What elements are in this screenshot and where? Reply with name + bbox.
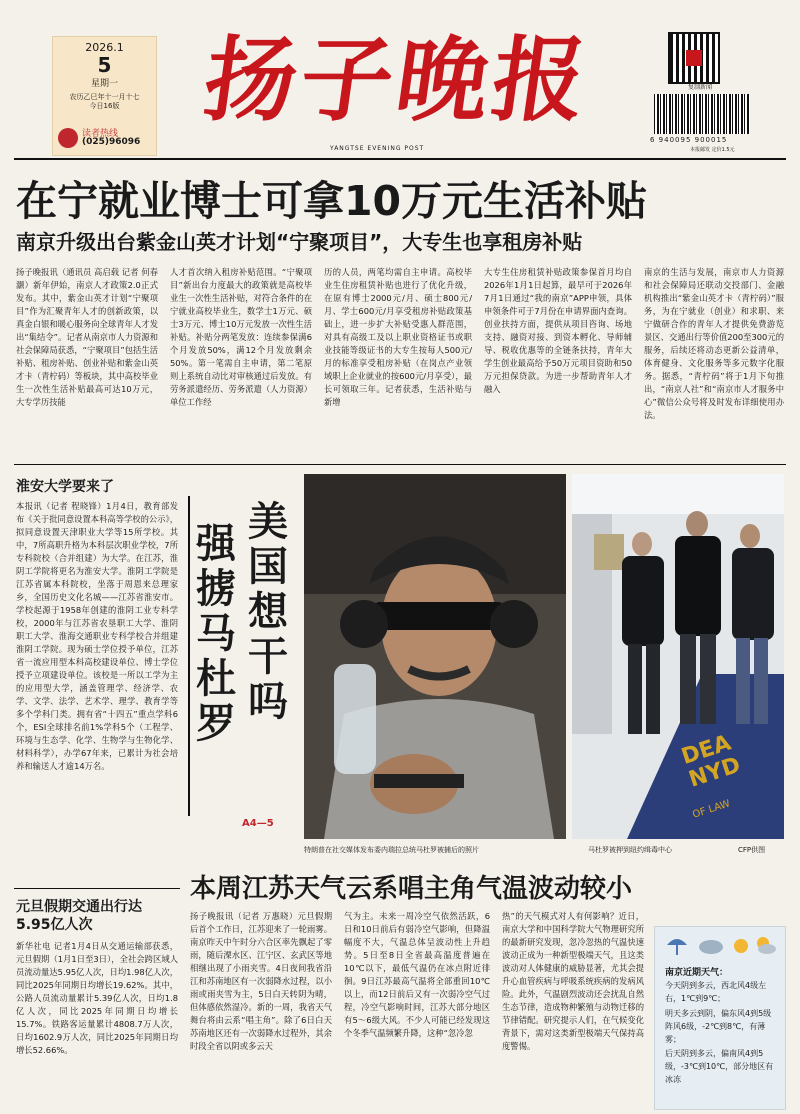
sidebar-bottom-body: 新华社电 记者1月4日从交通运输部获悉，元旦假期（1月1日至3日），全社会跨区域人员流动量达5.95亿人次，日均1.98亿人次，同比2025年同期日均增长19.62%。其中，公路人员流动量累计5.39亿人次，日均1.8亿人次，同比2025年同期日均增长15.7%。铁路客运量累计4808.7万人次，日均1602.9万人次，同比2025年同期日均增长52.66%。 [16,941,178,1055]
lead-column-2: 人才首次纳入租房补贴范围。“宁聚项目”新出台力度最大的政策就是高校毕业生一次性生活补贴，对符合条件的在宁就业高校毕业生，数学士1万元、硕士3万元、博士10万元发放一次性生活补贴。补贴分两笔发放：连续参保满6个月发放50%，满12个月发放剩余50%。第一笔需自主申请，第二笔原则上系统自动比对审核通过后发放。有劳务派遣经历、劳务派遣（人力资源）单位工作经 [170,267,312,407]
barcode-number: 6 940095 900015 [650,136,728,144]
sidebar-bottom-headline: 元旦假期交通出行达5.95亿人次 [16,899,142,933]
hotline-number: (025)96096 [82,137,141,147]
escort-photo-illustration [572,474,784,839]
forecast-day-3: 后天阴到多云，偏南风4到5级，-3℃到10℃，部分地区有冰冻 [665,1049,774,1084]
dea-floor-text: OF LAW [691,798,732,821]
qr-code-icon [668,32,720,84]
feature-title-right: 美国想干吗 [248,499,288,725]
weather-icons [663,933,777,959]
reader-hotline [58,126,150,150]
weather-headline: 本周江苏天气云系唱主角气温波动较小 [190,874,633,904]
lead-column-1: 扬子晚报讯（通讯员 高启载 记者 何春灏）新年伊始，南京人才政策2.0正式发布。其中，紫金山英才计划“宁聚项目”作为汇聚青年人才的创新政策，以真金白银和暖心服务向全球青年人才发出“集结令”。记者从南京市人力资源和社会保障局获悉，“宁聚项目”包括生活补贴、租房补贴、创业补贴和紫金山英才卡（青柠码）等板块，其中高校毕业生一次性生活补贴最高可达10万元，大专学历技能 [16,267,158,407]
sun-cloud-icon [757,937,776,954]
dea-floor-logo: DEA NYD [678,730,744,793]
lead-column-4: 大专生住房租赁补贴政策参保首月均自2026年1月1日起算，最早可于2026年7月1日通过“我的南京”APP申领，具体申领条件可于7月份在申请界面内查询。创业扶持方面，提供从项目咨询、场地支持、融资对接、到资本孵化、导师辅导、税收优惠等的全链条扶持，青年大学生创业最高给予50万元项目资助和50万元担保贷款。为进一步帮助青年人才融入 [484,267,632,394]
page-count: 今日16版 [89,102,120,110]
qr-code-label: 复制新闻 [688,84,713,91]
sun-icon [734,939,748,953]
date-day: 5 [97,53,112,77]
caption-right: 马杜罗被押到纽约缉毒中心 [588,846,672,854]
lead-column-5: 南京的生活与发展，南京市人力资源和社会保障局还联动交投部门、金融机构推出“紫金山英才卡（青柠码）”服务，为在宁就业（创业）和求职、来宁做研合作的青年人才提供免费游览景区、交通出行等价值200至300元的服务，后续还将动态更新公益清单，体育健身、文化服务等多元数字化服务。据悉，“青柠码”将于1月下旬推出，“南京人社”和“南京市人才服务中心”微信公众号将及时发布详细使用办法。 [644,267,784,420]
feature-title [190,500,294,810]
lead-divider [14,464,786,465]
masthead-rule [14,158,786,160]
date-lunar: 农历乙巳年十一月十七 [69,93,140,101]
feature-title-left: 强掳马杜罗 [196,521,236,747]
weather-icons-svg [663,933,777,959]
forecast-day-2: 明天多云到阴，偏东风4到5级阵风6级，-2℃到8℃，有薄雾； [665,1009,772,1044]
barcode-note: 本报邮发 定价1.5元 [690,147,735,153]
forecast-title: 南京近期天气： [665,968,729,978]
date-year-month: 2026.1 [85,41,124,54]
hotline-label: 读者热线 [82,129,119,139]
weather-column-3: 热”的天气模式对人有何影响？近日，南京大学和中国科学院大气物理研究所的最新研究发现，忽冷忽热的气温快速波动正成为一种新型极端天气，且这类波动对人体健康的威胁显著，尤其会提升心血管疾病与呼吸系统疾病的发病风险。此外，气温剧烈波动还会扰乱自然生态节律，造成物种繁殖与动物迁移的节律错配。研究提示人们，在气候变化背景下，需对这类新型极端天气保持高度警惕。 [502,911,644,1051]
caption-left: 特朗普在社交媒体发布委内瑞拉总统马杜罗被捕后的照片 [304,846,479,854]
sidebar-top-body: 本报讯（记者 程晓锋）1月4日，教育部发布《关于批同意设置本科高等学校的公示》，拟同意设置天津职业大学等15所学校。其中，7所高职升格为本科层次职业学校，7所专科院校（合并组建）为大学。在江苏，淮阴工学院将更名为淮安大学。淮阴工学院是江苏省属本科院校，坐落于周恩来总理家乡，全国历史文化名城——江苏省淮安市。学校起源于1958年创建的淮阴工业专科学校，2000年与江苏省农垦职工大学、淮阴职工大学、淮海交通职业专科学校合并组建淮阴工学院。现为硕士学位授予单位，江苏省一流应用型本科高校建设单位、博士学位授予立项建设单位。该校是一所以工学为主的应用型大学，涵盖管理学、经济学、农学、文学、法学、艺术学、理学、教育学等多个学科门类。拥有省“十四五”重点学科6个，ESI全球排名前1%学科5个（工程学、环境与生态学、化学、生物学与生物化学、材料科学），办学67年来，已累计为社会培养和输送人才逾14万名。 [16,501,178,771]
lead-column-3: 历的人员，两笔均需自主申请。高校毕业生住房租赁补贴也进行了优化升级，在原有博士2000元/月、硕士800元/月、学士600元/月享受租房补贴政策基础上，进一步扩大补贴受惠人群范围，对具有高级工及以上职业资格证书或职业技能等级证书的大专生按每人500元/月的标准享受租房补贴（在岗点产业领域职上企业就业的按600元/月享受），最长可领取三年。记者获悉，生活补贴与新增 [324,267,472,407]
weather-forecast-box [654,926,786,1110]
lead-headline: 在宁就业博士可拿10万元生活补贴 [16,177,648,225]
hotline-logo-icon [58,128,78,148]
escort-photo [572,474,784,839]
maduro-photo [304,474,566,839]
maduro-photo-illustration [304,474,566,839]
feature-page-ref: A4—5 [242,818,274,829]
umbrella-icon [667,939,687,955]
cloud-icon [699,940,723,954]
sidebar-top-headline: 淮安大学要来了 [16,479,114,495]
feature-title-bracket [188,496,190,816]
newspaper-brand: 扬子晚报 [197,26,597,134]
date-weekday: 星期一 [90,79,118,89]
forecast-day-1: 今天阴到多云，西北风4级左右，1℃到9℃； [665,981,767,1003]
weather-column-2: 气为主。未来一周冷空气依然活跃，6日和10日前后有弱冷空气影响，但降温幅度不大，气温总体呈波动性上升趋势。5日至8日全省最高温度普遍在10℃以下，最低气温仍在冰点附近徘徊。9日江苏最高气温将全部重回10℃以上，而12日前后又有一次弱冷空气过程，冷空气影响时间，江苏大部分地区有5～6级大风。不少人可能已经发现这个冬季气温频繁升降，这种“忽冷忽 [344,911,490,1038]
barcode-icon [654,94,750,134]
newspaper-brand-en: YANGTSE EVENING POST [330,145,425,152]
lead-subheadline: 南京升级出台紫金山英才计划“宁聚项目”，大专生也享租房补贴 [16,230,583,254]
photo-credit: CFP供图 [738,846,766,854]
weather-column-1: 扬子晚报讯（记者 万惠晓）元旦假期后首个工作日，江苏迎来了一轮雨雾。南京昨天中午时分六合区率先飘起了零雨，随后溧水区、江宁区、玄武区等地相继出现了小雨夹雪。4日夜间我省沿江和苏南地区有一次弱降水过程，以小雨或雨夹雪为主，5日白天转阴为晴，但体感依然湿冷。新的一周，我省天气舞台将由云系“唱主角”。除了6日白天苏南地区还有一次弱降水过程外，其余时段全省以阴或多云天 [190,911,332,1051]
sidebar-divider [14,888,180,889]
